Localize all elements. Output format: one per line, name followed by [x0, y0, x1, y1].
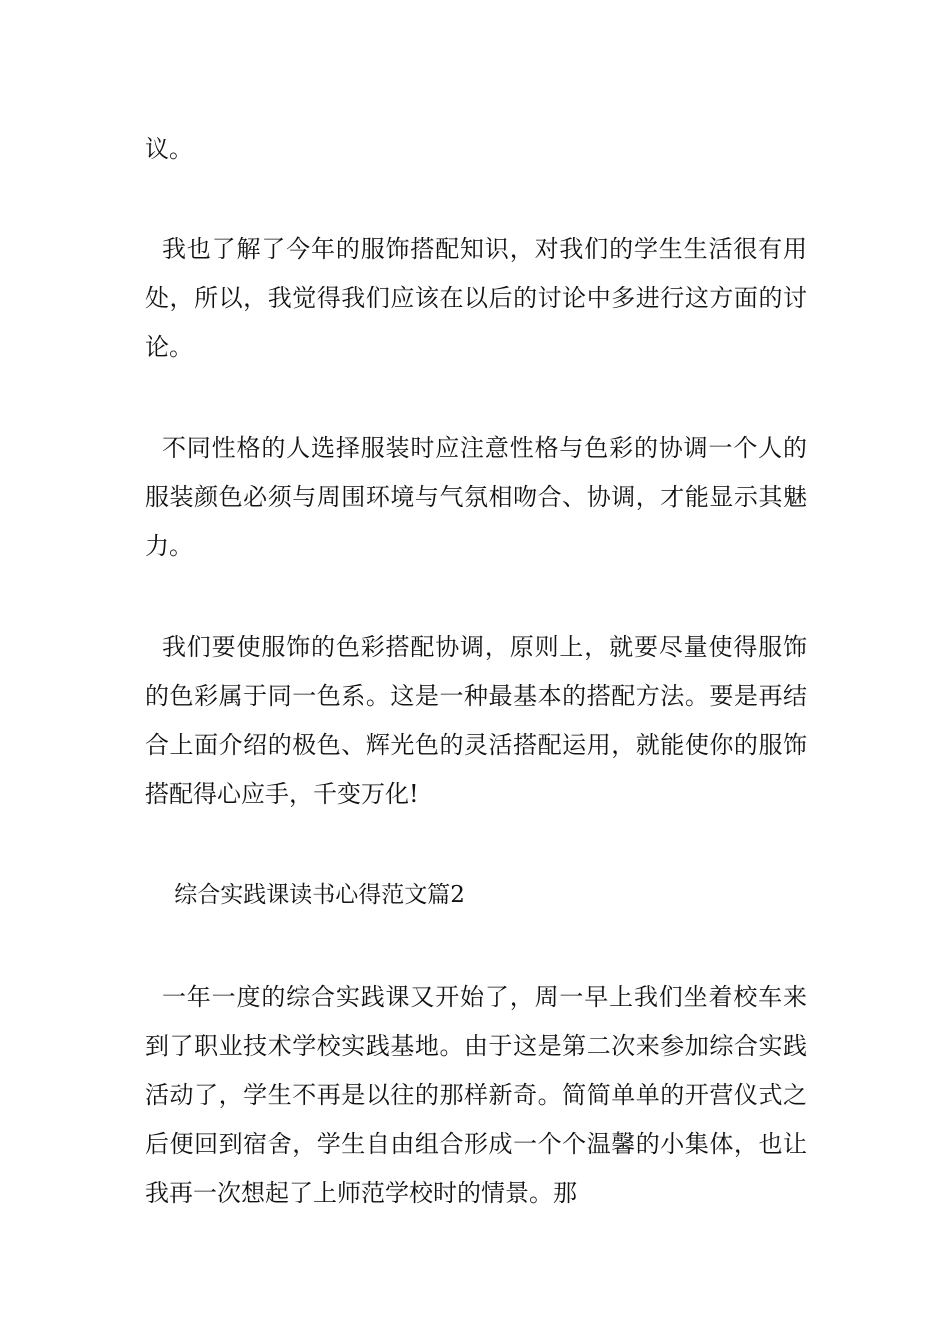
paragraph-personality-color: 不同性格的人选择服装时应注意性格与色彩的协调一个人的服装颜色必须与周围环境与气氛相吻合、协调，才能显示其魅力。: [145, 434, 808, 560]
paragraph-practice-course: 一年一度的综合实践课又开始了，周一早上我们坐着校车来到了职业技术学校实践基地。由于这是第二次来参加综合实践活动了，学生不再是以往的那样新奇。简简单单的开营仪式之后便回到宿舍，学生自由组合形成一个个温馨的小集体，也让我再一次想起了上师范学校时的情景。那: [145, 983, 808, 1207]
section-heading: 综合实践课读书心得范文篇2: [145, 882, 465, 908]
paragraph-continuation: 议。: [145, 135, 193, 163]
paragraph-color-matching: 我们要使服饰的色彩搭配协调，原则上，就要尽量使得服饰的色彩属于同一色系。这是一种最基本的搭配方法。要是再结合上面介绍的极色、辉光色的灵活搭配运用，就能使你的服饰搭配得心应手，千变万化!: [145, 633, 808, 808]
paragraph-fashion-knowledge: 我也了解了今年的服饰搭配知识，对我们的学生生活很有用处，所以，我觉得我们应该在以后的讨论中多进行这方面的讨论。: [145, 235, 808, 361]
